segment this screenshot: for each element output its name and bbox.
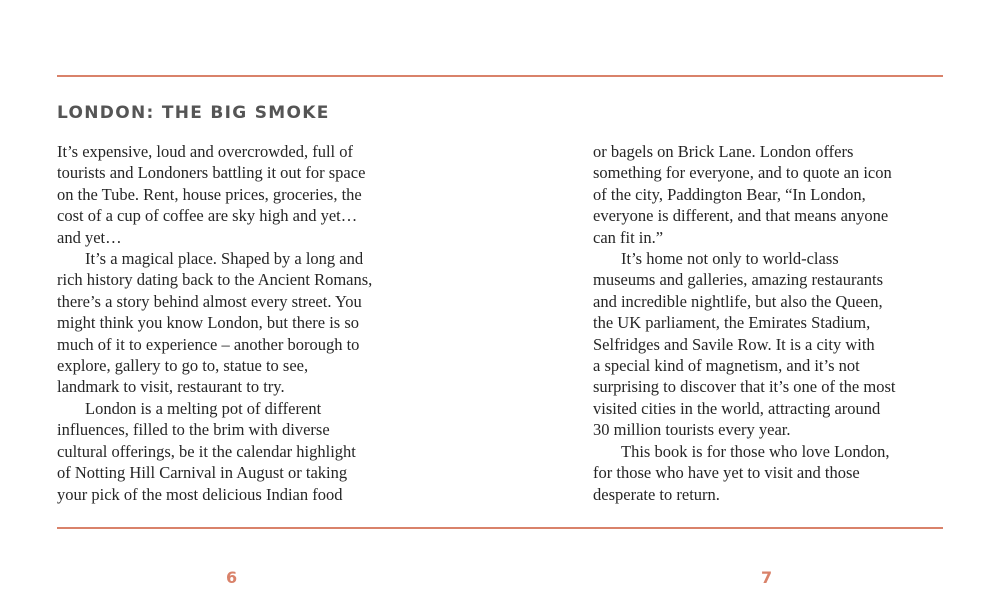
chapter-heading: LONDON: THE BIG SMOKE xyxy=(57,103,330,123)
text-line: and incredible nightlife, but also the Queen, xyxy=(593,291,883,311)
text-line: museums and galleries, amazing restaurants xyxy=(593,270,884,290)
text-line: influences, filled to the brim with diverse xyxy=(57,420,330,440)
text-line: something for everyone, and to quote an icon xyxy=(593,163,892,183)
page-number-left: 6 xyxy=(226,568,238,587)
text-line: there’s a story behind almost every street. You xyxy=(57,291,362,311)
text-line: can fit in.” xyxy=(593,227,664,247)
text-line: surprising to discover that it’s one of the most xyxy=(593,377,896,397)
left-page-text xyxy=(57,141,417,505)
right-page-text xyxy=(593,141,938,505)
text-line: a special kind of magnetism, and it’s not xyxy=(593,356,860,376)
text-line: tourists and Londoners battling it out for space xyxy=(57,163,366,183)
text-line: landmark to visit, restaurant to try. xyxy=(57,377,285,397)
text-line: everyone is different, and that means anyone xyxy=(593,206,889,226)
text-line: explore, gallery to go to, statue to see, xyxy=(57,356,309,376)
bottom-rule xyxy=(57,527,943,529)
text-line: rich history dating back to the Ancient Romans, xyxy=(57,270,373,290)
text-line: of Notting Hill Carnival in August or taking xyxy=(57,463,348,483)
text-line: cost of a cup of coffee are sky high and yet… xyxy=(57,206,358,226)
text-line: cultural offerings, be it the calendar highlight xyxy=(57,441,356,461)
text-line: of the city, Paddington Bear, “In London, xyxy=(593,184,866,204)
text-line: or bagels on Brick Lane. London offers xyxy=(593,142,854,161)
page-number-right: 7 xyxy=(761,568,773,587)
text-line: 30 million tourists every year. xyxy=(593,420,791,440)
text-line: desperate to return. xyxy=(593,484,720,504)
text-line: It’s home not only to world-class xyxy=(621,249,839,269)
text-line: for those who have yet to visit and those xyxy=(593,463,860,483)
text-line: Selfridges and Savile Row. It is a city with xyxy=(593,334,875,354)
text-line: It’s expensive, loud and overcrowded, full of xyxy=(57,142,354,161)
text-line: London is a melting pot of different xyxy=(85,398,322,418)
text-line: visited cities in the world, attracting around xyxy=(593,398,881,418)
top-rule xyxy=(57,75,943,77)
text-line: on the Tube. Rent, house prices, groceries, the xyxy=(57,184,362,204)
text-line: This book is for those who love London, xyxy=(621,441,890,461)
text-line: your pick of the most delicious Indian food xyxy=(57,484,343,504)
text-line: much of it to experience – another borough to xyxy=(57,334,360,354)
text-line: the UK parliament, the Emirates Stadium, xyxy=(593,313,871,333)
text-line: and yet… xyxy=(57,227,122,247)
text-line: might think you know London, but there is so xyxy=(57,313,360,333)
text-line: It’s a magical place. Shaped by a long and xyxy=(85,249,364,269)
